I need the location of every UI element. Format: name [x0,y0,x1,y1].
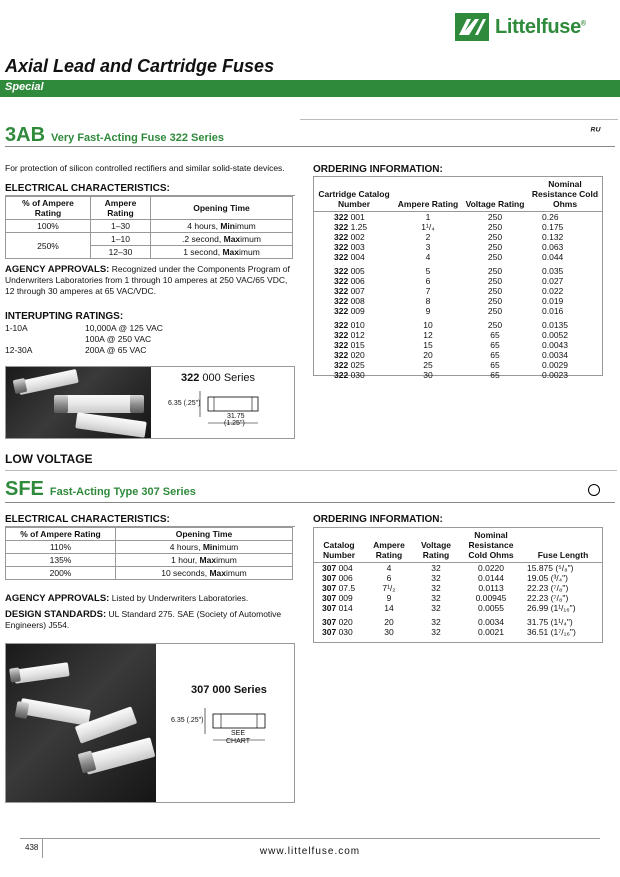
footer-url[interactable]: www.littelfuse.com [259,846,361,857]
section-code: 3AB [5,124,46,146]
catalog-number: 307 006 [322,573,353,583]
table-row: 322 005 5 250 0.035 [314,264,602,276]
table-row: 322 001 1 250 0.26 [314,212,602,223]
catalog-number: 307 020 [322,617,353,627]
section-sfe-heading [5,478,196,501]
col-header: Opening Time [151,197,293,220]
catalog-number: 322 003 [334,242,365,252]
col-header: Ampere Rating [364,530,414,563]
col-header: Catalog Number [314,530,364,563]
section-code: SFE [5,478,44,500]
category-band [0,80,620,97]
agency-approvals-text: AGENCY APPROVALS: Recognized under the Components Program of Underwriters Laboratories from 1 through 10 amperes at 250 VAC/65 VDC, 12 through 30 amperes at 65 VAC/VDC. [5,264,290,296]
catalog-number: 322 007 [334,286,365,296]
section-rule [5,146,615,147]
brand-name: Littelfuse® [495,15,586,38]
table-row: 322 009 9 250 0.016 [314,306,602,318]
table-row: 322 012 12 65 0.0052 [314,330,602,340]
table-row: 307 014 14 32 0.0055 26.99 (1¹/₁₆") [314,603,602,615]
design-standards-text: DESIGN STANDARDS: UL Standard 275. SAE (Society of Automotive Engineers) J554. [5,609,282,630]
ordering-table-frame [313,527,603,643]
category-label: Special [5,81,44,93]
catalog-number: 307 030 [322,627,353,637]
catalog-number: 322 025 [334,360,365,370]
catalog-number: 322 002 [334,232,365,242]
fuse-dimension-icon [164,387,294,437]
fuse-photo [6,644,156,802]
brand-logo [455,10,605,44]
catalog-number: 322 020 [334,350,365,360]
series-label: 322 000 Series [181,372,256,384]
list-item: 1-10A 10,000A @ 125 VAC [5,323,163,333]
list-item: 100A @ 250 VAC [85,334,152,344]
ordering-heading: ORDERING INFORMATION: [313,514,443,525]
ordering-table-307 [314,530,602,637]
col-header: Voltage Rating [414,530,458,563]
catalog-number: 322 010 [334,320,365,330]
elec-char-heading: ELECTRICAL CHARACTERISTICS: [5,514,170,525]
col-header: % of Ampere Rating [6,528,116,541]
table-row: 322 007 7 250 0.022 [314,286,602,296]
catalog-number: 307 004 [322,563,353,573]
table-row: 307 009 9 32 0.00945 22.23 (⁷/₈") [314,593,602,603]
product-figure-307 [5,643,295,803]
ordering-heading: ORDERING INFORMATION: [313,164,443,175]
elec-char-table-sfe [5,527,293,580]
series-label: 307 000 Series [191,684,267,696]
interrupting-ratings-heading: INTERUPTING RATINGS: [5,311,124,322]
dimension-drawing [164,387,294,437]
catalog-number: 307 07.5 [322,583,356,593]
low-voltage-heading: LOW VOLTAGE [5,452,93,466]
col-header: Fuse Length [524,530,602,563]
col-header: Ampere Rating [91,197,151,220]
agency-approvals-text: AGENCY APPROVALS: Listed by Underwriters Laboratories. [5,593,249,604]
page-number: 438 [25,843,39,852]
catalog-number: 322 005 [334,266,365,276]
dimension-chart: CHART [226,738,250,745]
ul-recognized-icon: ᴿᵁ [590,126,601,137]
catalog-number: 322 1.25 [334,222,368,232]
col-header: % of Ampere Rating [6,197,91,220]
catalog-number: 322 015 [334,340,365,350]
col-header: Cartridge Catalog Number [314,179,394,212]
table-row: 100% 1–30 4 hours, Minimum [6,220,293,233]
dimension-length: 31.75 [227,413,245,420]
fuse-photo [6,367,151,438]
table-row: 307 006 6 32 0.0144 19.05 (³/₄") [314,573,602,583]
catalog-number: 322 012 [334,330,365,340]
table-row: 322 002 2 250 0.132 [314,232,602,242]
table-row: 307 030 30 32 0.0021 36.51 (1⁷/₁₆") [314,627,602,637]
section-subtitle: Very Fast-Acting Fuse 322 Series [51,132,225,144]
section-divider [300,119,618,120]
table-row: 322 010 10 250 0.0135 [314,318,602,330]
littelfuse-logo-icon [455,13,489,41]
table-row: 322 008 8 250 0.019 [314,296,602,306]
dimension-diameter: 6.35 (.25") [171,717,204,724]
table-row: 200% 10 seconds, Maximum [6,567,293,580]
section-rule [5,502,615,503]
interrupting-ratings-list [5,323,295,356]
ul-listed-icon [588,484,600,496]
col-header: Opening Time [116,528,293,541]
table-row: 110% 4 hours, Minimum [6,541,293,554]
table-row: 322 004 4 250 0.044 [314,252,602,264]
table-row: 322 1.25 1¹/₄ 250 0.175 [314,222,602,232]
table-row: 322 006 6 250 0.027 [314,276,602,286]
table-row: 307 020 20 32 0.0034 31.75 (1¹/₄") [314,615,602,627]
catalog-number: 322 004 [334,252,365,262]
catalog-number: 322 009 [334,306,365,316]
dimension-drawing [169,704,294,764]
catalog-number: 322 030 [334,370,365,380]
catalog-number: 307 009 [322,593,353,603]
col-header: Nominal Resistance Cold Ohms [528,179,602,212]
section-subtitle: Fast-Acting Type 307 Series [49,486,196,498]
table-row: 307 004 4 32 0.0220 15.875 (⁵/₈") [314,563,602,574]
dimension-diameter: 6.35 (.25") [168,400,201,407]
list-item: 12-30A 200A @ 65 VAC [5,345,147,355]
table-row: 322 025 25 65 0.0029 [314,360,602,370]
table-row: 322 020 20 65 0.0034 [314,350,602,360]
table-row: 307 07.5 7¹/₂ 32 0.0113 22.23 (⁷/₈") [314,583,602,593]
col-header: Voltage Rating [462,179,528,212]
col-header: Nominal Resistance Cold Ohms [458,530,524,563]
section-3ab-heading [5,124,224,147]
elec-char-heading: ELECTRICAL CHARACTERISTICS: [5,183,170,194]
intro-text: For protection of silicon controlled rectifiers and similar solid-state devices. [5,163,285,173]
page-title: Axial Lead and Cartridge Fuses [5,56,275,76]
ordering-table-frame [313,176,603,380]
table-row: 250% 1–10 .2 second, Maximum [6,233,293,246]
table-row: 135% 1 hour, Maximum [6,554,293,567]
catalog-number: 307 014 [322,603,353,613]
elec-char-table [5,196,293,259]
table-row: 322 003 3 250 0.063 [314,242,602,252]
product-figure-322 [5,366,295,439]
footer-rule [20,838,600,839]
catalog-number: 322 008 [334,296,365,306]
section-divider [5,470,617,471]
dimension-see: SEE [231,730,246,737]
ordering-table-322 [314,179,602,380]
catalog-number: 322 001 [334,212,365,222]
table-row: 322 015 15 65 0.0043 [314,340,602,350]
table-row: 12–30 1 second, Maximum [6,246,293,259]
dimension-length-inch: (1.25") [224,420,245,427]
table-row: 322 030 30 65 0.0023 [314,370,602,380]
col-header: Ampere Rating [394,179,462,212]
catalog-number: 322 006 [334,276,365,286]
